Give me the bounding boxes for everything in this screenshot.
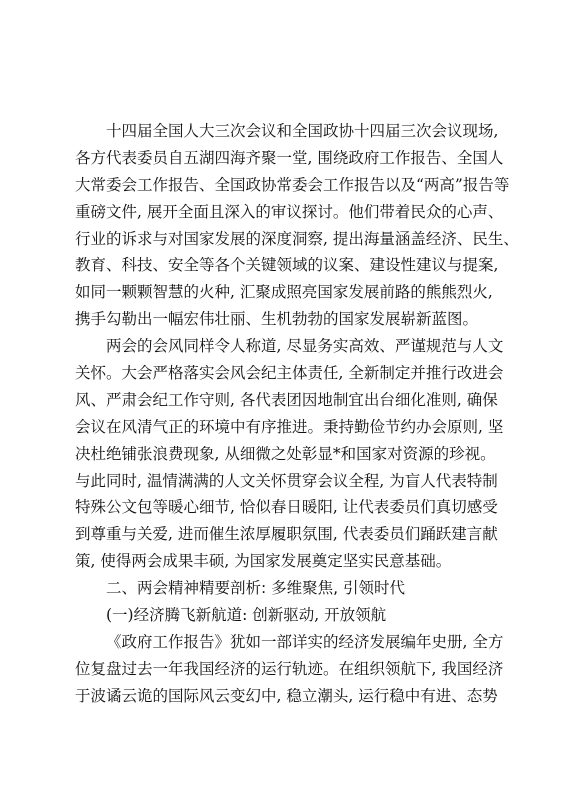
paragraph-line: 重磅文件, 展开全面且深入的审议探讨。他们带着民众的心声、: [75, 202, 504, 221]
paragraph-line: 会议在风清气正的环境中有序推进。秉持勤俭节约办会原则, 坚: [75, 417, 504, 436]
subsection-heading: (一)经济腾飞新航道: 创新驱动, 开放领航: [106, 606, 387, 625]
paragraph-line: 大常委会工作报告、全国政协常委会工作报告以及“两高”报告等: [75, 175, 510, 194]
paragraph-line: 与此同时, 温情满满的人文关怀贯穿会议全程, 为盲人代表特制: [75, 471, 498, 490]
paragraph-line: 策, 使得两会成果丰硕, 为国家发展奠定坚实民意基础。: [75, 552, 452, 571]
paragraph-line: 如同一颗颗智慧的火种, 汇聚成照亮国家发展前路的熊熊烈火,: [75, 283, 493, 302]
paragraph-line: 关怀。大会严格落实会风会纪主体责任, 全新制定并推行改进会: [75, 364, 504, 383]
paragraph-line: 决杜绝铺张浪费现象, 从细微之处彰显*和国家对资源的珍视。: [75, 444, 496, 463]
paragraph-line: 特殊公文包等暖心细节, 恰似春日暖阳, 让代表委员们真切感受: [75, 498, 498, 517]
paragraph-line: 位复盘过去一年我国经济的运行轨迹。在组织领航下, 我国经济: [75, 659, 504, 678]
paragraph-line: 《政府工作报告》犹如一部详实的经济发展编年史册, 全方: [106, 632, 504, 651]
paragraph-line: 风、严肃会纪工作守则, 各代表团因地制宜出台细化准则, 确保: [75, 390, 498, 409]
paragraph-3: [75, 629, 527, 710]
paragraph-line: 教育、科技、安全等各个关键领域的议案、建设性建议与提案,: [75, 256, 499, 275]
paragraph-1: [75, 118, 527, 333]
paragraph-line: 于波谲云诡的国际风云变幻中, 稳立潮头, 运行稳中有进、态势: [75, 686, 498, 705]
paragraph-line: 各方代表委员自五湖四海齐聚一堂, 围绕政府工作报告、全国人: [75, 148, 504, 167]
paragraph-line: 行业的诉求与对国家发展的深度洞察, 提出海量涵盖经济、民生、: [75, 229, 519, 248]
paragraph-2: [75, 333, 527, 575]
paragraph-line: 两会的会风同样令人称道, 尽显务实高效、严谨规范与人文: [106, 337, 504, 356]
paragraph-line: 到尊重与关爱, 进而催生浓厚履职氛围, 代表委员们踊跃建言献: [75, 525, 498, 544]
section-heading: 二、两会精神精要剖析: 多维聚焦, 引领时代: [106, 579, 406, 598]
paragraph-line: 十四届全国人大三次会议和全国政协十四届三次会议现场,: [106, 122, 499, 140]
document-body: [75, 118, 527, 710]
paragraph-line: 携手勾勒出一幅宏伟壮丽、生机勃勃的国家发展崭新蓝图。: [75, 310, 479, 329]
